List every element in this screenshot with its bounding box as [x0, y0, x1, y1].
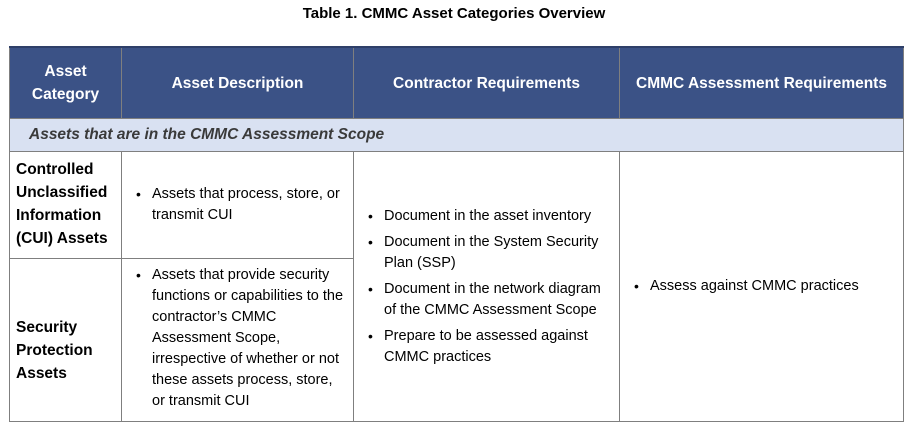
- list-item: • Assets that process, store, or transmit CUI: [152, 184, 345, 226]
- description-security-protection-assets: [122, 259, 354, 422]
- list-item: • Prepare to be assessed against CMMC practices: [384, 326, 613, 368]
- category-security-protection-assets: Security Protection Assets: [10, 259, 122, 422]
- header-assessment-requirements: CMMC Assessment Requirements: [620, 47, 904, 119]
- description-list: [128, 265, 345, 412]
- list-item: • Document in the asset inventory: [384, 206, 613, 227]
- asset-categories-table: [9, 46, 903, 422]
- scope-row-label: Assets that are in the CMMC Assessment Scope: [10, 119, 904, 152]
- list-item: • Document in the network diagram of the CMMC Assessment Scope: [384, 279, 613, 321]
- header-asset-description: Asset Description: [122, 47, 354, 119]
- description-list: [128, 184, 345, 226]
- table-caption: Table 1. CMMC Asset Categories Overview: [302, 5, 606, 22]
- contractor-requirements-cell: [354, 152, 620, 422]
- header-asset-category: Asset Category: [10, 47, 122, 119]
- list-item: • Assets that provide security functions or capabilities to the contractor’s CMMC Assessment Scope, irrespective of whether or not these assets process, store, or transmit CUI: [152, 265, 345, 412]
- scope-row: [10, 119, 904, 152]
- assessment-requirements-cell: [620, 152, 904, 422]
- category-cui-assets: Controlled Unclassified Information (CUI) Assets: [10, 152, 122, 259]
- description-cui-assets: [122, 152, 354, 259]
- assessment-requirements-list: [626, 276, 897, 297]
- header-contractor-requirements: Contractor Requirements: [354, 47, 620, 119]
- contractor-requirements-list: [360, 206, 613, 368]
- list-item: • Assess against CMMC practices: [650, 276, 897, 297]
- table-row: [10, 152, 904, 259]
- list-item: • Document in the System Security Plan (SSP): [384, 232, 613, 274]
- header-row: [10, 47, 904, 119]
